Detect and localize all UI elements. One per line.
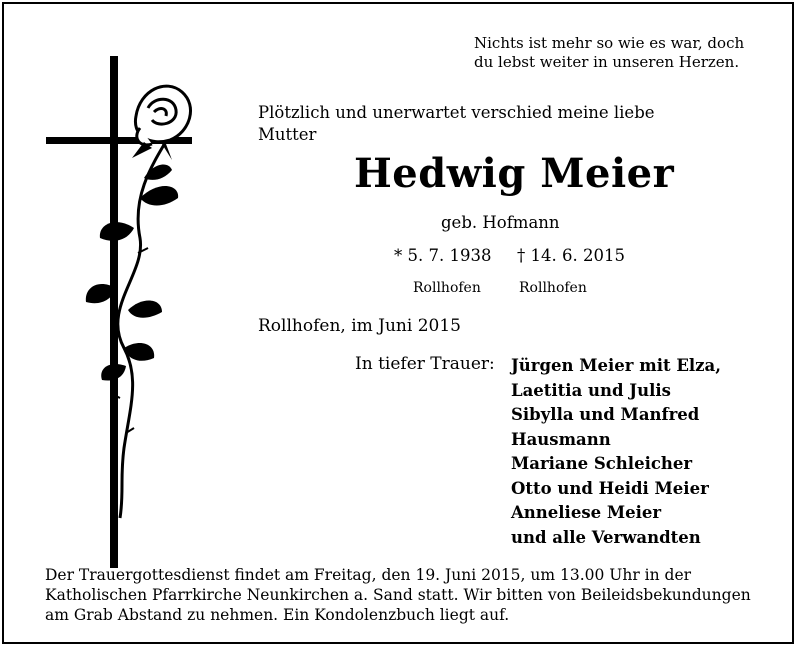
dateline: Rollhofen, im Juni 2015	[258, 316, 461, 336]
maiden-name: geb. Hofmann	[441, 213, 560, 232]
mourner-item: Jürgen Meier mit Elza,	[511, 356, 721, 375]
birth-date: * 5. 7. 1938	[394, 246, 492, 265]
death-place: Rollhofen	[519, 280, 587, 296]
mourner-item: Sibylla und Manfred	[511, 405, 700, 424]
service-line: am Grab Abstand zu nehmen. Ein Kondolenzbuch liegt auf.	[45, 606, 510, 624]
intro-line: Plötzlich und unerwartet verschied meine liebe	[258, 103, 655, 122]
epitaph-quote	[474, 34, 744, 72]
birth-place: Rollhofen	[413, 280, 481, 296]
mourner-item: Hausmann	[511, 429, 611, 449]
service-line: Katholischen Pfarrkirche Neunkirchen a. Sand statt. Wir bitten von Beileidsbekundungen	[45, 586, 751, 604]
mourner-item: und alle Verwandten	[511, 527, 701, 547]
mourning-label: In tiefer Trauer:	[355, 354, 495, 374]
mourner-item: Laetitia und Julis	[511, 380, 671, 400]
intro-line: Mutter	[258, 125, 317, 144]
service-line: Der Trauergottesdienst findet am Freitag, den 19. Juni 2015, um 13.00 Uhr in der	[45, 566, 692, 584]
mourner-item: Mariane Schleicher	[511, 454, 693, 473]
deceased-name: Hedwig Meier	[354, 150, 675, 197]
quote-line: du lebst weiter in unseren Herzen.	[474, 53, 740, 71]
mourners-list	[511, 354, 721, 550]
quote-line: Nichts ist mehr so wie es war, doch	[474, 34, 745, 52]
cross-with-rose-icon	[40, 48, 240, 568]
death-date: † 14. 6. 2015	[517, 246, 625, 265]
intro-text	[258, 102, 655, 146]
mourner-item: Anneliese Meier	[511, 503, 662, 522]
service-info	[45, 565, 751, 625]
mourner-item: Otto und Heidi Meier	[511, 478, 709, 498]
